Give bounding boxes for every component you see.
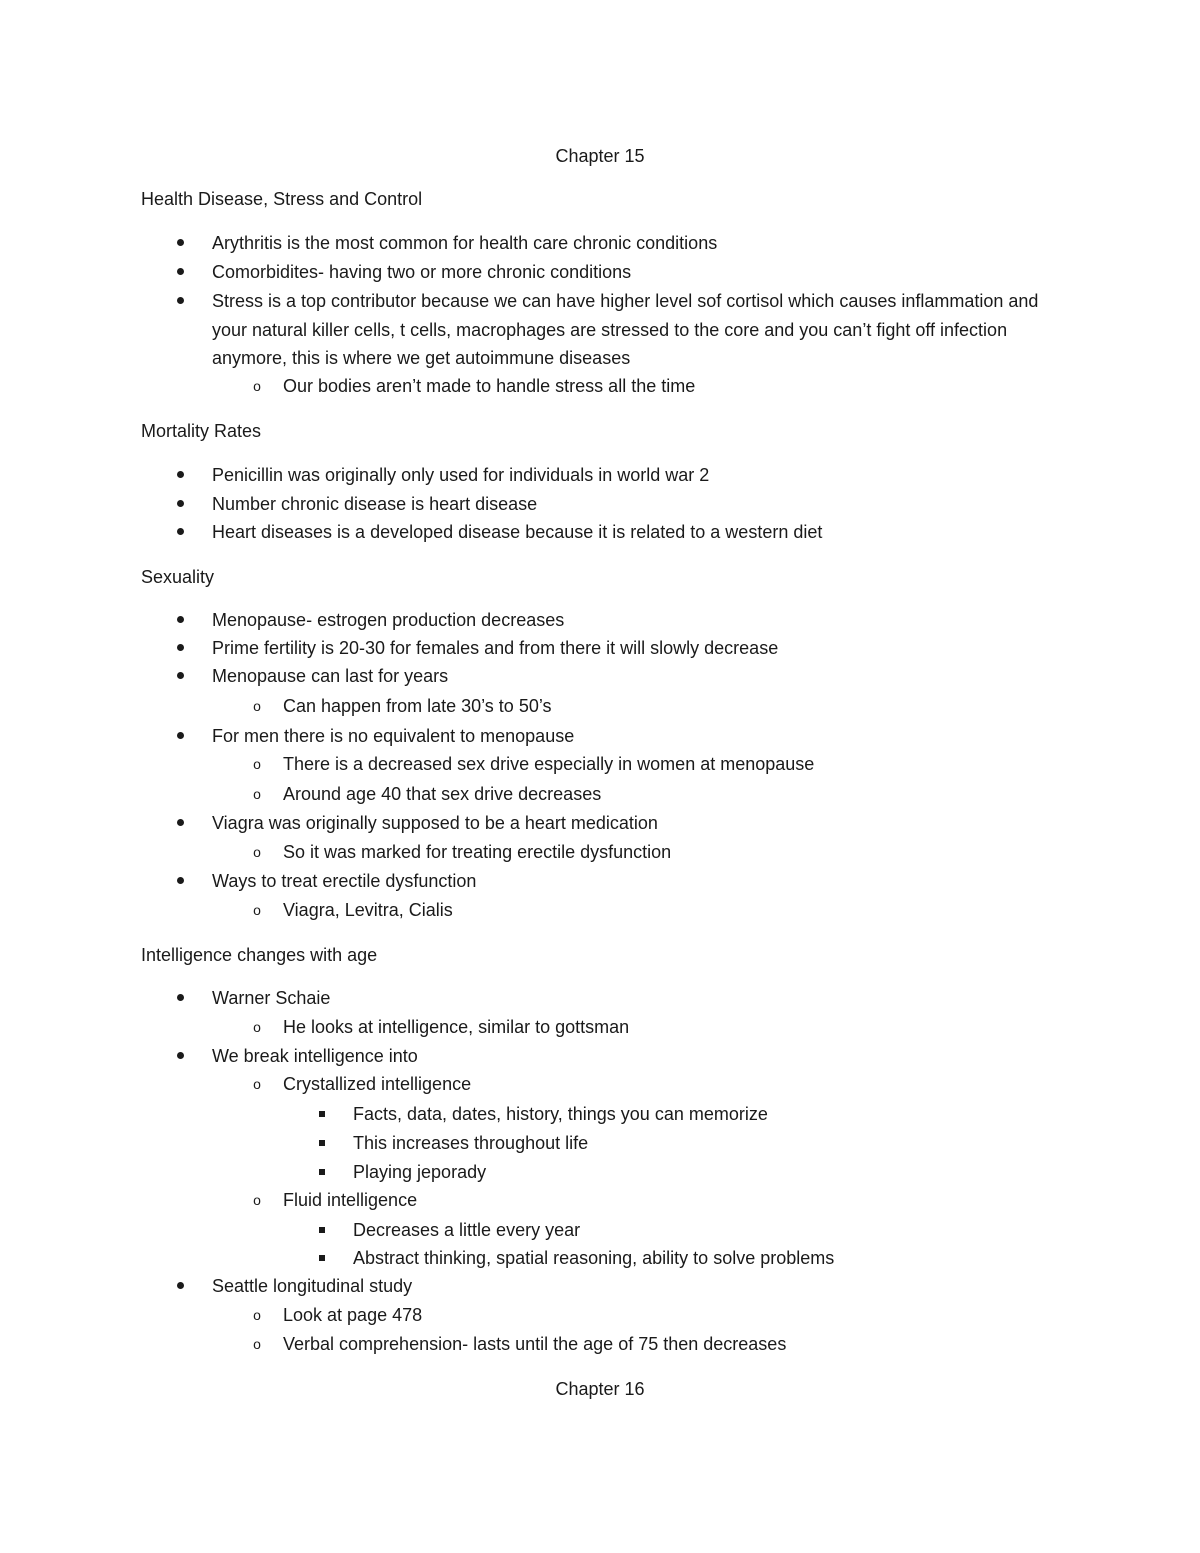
square-bullet-icon <box>312 1103 332 1125</box>
chapter-title: Chapter 15 <box>555 146 645 166</box>
list-item: Menopause- estrogen production decreases <box>212 610 565 630</box>
bullet-icon <box>170 1045 190 1067</box>
square-bullet-icon <box>312 1219 332 1241</box>
sub-bullet-icon: o <box>253 698 261 714</box>
list-item: Number chronic disease is heart disease <box>212 494 538 514</box>
list-item: We break intelligence into <box>212 1046 418 1066</box>
list-item: Crystallized intelligence <box>283 1074 472 1094</box>
list-item: Fluid intelligence <box>283 1190 418 1210</box>
list-item: Look at page 478 <box>283 1305 423 1325</box>
list-item: Heart diseases is a developed disease because it is related to a western diet <box>212 522 823 542</box>
section-heading-intelligence: Intelligence changes with age <box>141 945 378 965</box>
list-item: Prime fertility is 20-30 for females and from there it will slowly decrease <box>212 638 779 658</box>
sub-bullet-icon: o <box>253 756 261 772</box>
list-item: Can happen from late 30’s to 50’s <box>283 696 552 716</box>
sub-bullet-icon: o <box>253 902 261 918</box>
list-item: Abstract thinking, spatial reasoning, ability to solve problems <box>353 1248 835 1268</box>
next-chapter-title: Chapter 16 <box>555 1379 645 1399</box>
list-item: Verbal comprehension- lasts until the age of 75 then decreases <box>283 1334 787 1354</box>
sub-bullet-icon: o <box>253 1336 261 1352</box>
bullet-icon <box>170 725 190 747</box>
list-item: Menopause can last for years <box>212 666 449 686</box>
list-item: Arythritis is the most common for health care chronic conditions <box>212 233 718 253</box>
list-item: So it was marked for treating erectile dysfunction <box>283 842 672 862</box>
square-bullet-icon <box>312 1161 332 1183</box>
sub-bullet-icon: o <box>253 1019 261 1035</box>
bullet-icon <box>170 665 190 687</box>
square-bullet-icon <box>312 1132 332 1154</box>
sub-bullet-icon: o <box>253 1307 261 1323</box>
list-item: Ways to treat erectile dysfunction <box>212 871 477 891</box>
square-bullet-icon <box>312 1247 332 1269</box>
list-item: Viagra was originally supposed to be a heart medication <box>212 813 658 833</box>
sub-bullet-icon: o <box>253 378 261 394</box>
bullet-icon <box>170 812 190 834</box>
list-item: Viagra, Levitra, Cialis <box>283 900 453 920</box>
sub-bullet-icon: o <box>253 786 261 802</box>
sub-bullet-icon: o <box>253 1192 261 1208</box>
list-item: Comorbidites- having two or more chronic conditions <box>212 262 632 282</box>
bullet-icon <box>170 464 190 486</box>
list-item: Seattle longitudinal study <box>212 1276 413 1296</box>
bullet-icon <box>170 609 190 631</box>
list-item: Facts, data, dates, history, things you can memorize <box>353 1104 768 1124</box>
list-item: Around age 40 that sex drive decreases <box>283 784 602 804</box>
bullet-icon <box>170 637 190 659</box>
sub-bullet-icon: o <box>253 1076 261 1092</box>
section-heading-sexuality: Sexuality <box>141 567 215 587</box>
list-item: Playing jeporady <box>353 1162 487 1182</box>
section-heading-health: Health Disease, Stress and Control <box>141 189 423 209</box>
list-item: For men there is no equivalent to menopause <box>212 726 575 746</box>
list-item: Stress is a top contributor because we can have higher level sof cortisol which causes inflammation and your natural killer cells, t cells, macrophages are stressed to the core and you can’t fight off infection anymore, this is where we get autoimmune diseases <box>212 291 1039 368</box>
bullet-icon <box>170 493 190 515</box>
bullet-icon <box>170 261 190 283</box>
list-item: This increases throughout life <box>353 1133 589 1153</box>
bullet-icon <box>170 232 190 254</box>
section-heading-mortality: Mortality Rates <box>141 421 262 441</box>
bullet-icon <box>170 1275 190 1297</box>
list-item: Warner Schaie <box>212 988 331 1008</box>
list-item: Penicillin was originally only used for individuals in world war 2 <box>212 465 710 485</box>
bullet-icon <box>170 987 190 1009</box>
list-item: He looks at intelligence, similar to gottsman <box>283 1017 630 1037</box>
list-item: Decreases a little every year <box>353 1220 581 1240</box>
bullet-icon <box>170 521 190 543</box>
list-item: Our bodies aren’t made to handle stress all the time <box>283 376 696 396</box>
sub-bullet-icon: o <box>253 844 261 860</box>
bullet-icon <box>170 290 190 312</box>
list-item: There is a decreased sex drive especially in women at menopause <box>283 754 815 774</box>
bullet-icon <box>170 870 190 892</box>
